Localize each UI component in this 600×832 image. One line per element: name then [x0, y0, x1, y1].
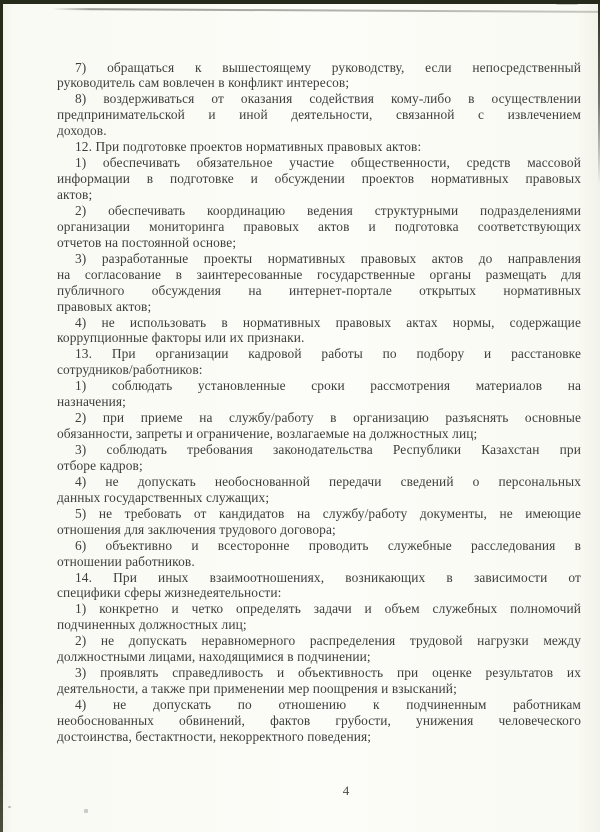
text-line: 4) не использовать в нормативных правовых актах нормы, содержащие [75, 314, 581, 330]
scan-edge-top [0, 0, 600, 4]
text-line: данных государственных служащих; [57, 489, 270, 505]
text-line: 5) не требовать от кандидатов на службу/работу документы, не имеющие [75, 505, 581, 521]
text-line: обязанности, запреты и ограничение, возлагаемые на должностных лиц; [57, 426, 478, 442]
text-line: 14. При иных взаимоотношениях, возникающих в зависимости от [75, 569, 581, 585]
document-body-text [57, 60, 581, 745]
text-line: 7) обращаться к вышестоящему руководству, если непосредственный [75, 59, 581, 75]
text-line: коррупционные факторы или их признаки. [57, 330, 305, 346]
text-line: должностными лицами, находящимися в подчинении; [57, 649, 371, 665]
scan-speck [84, 809, 88, 813]
text-line: 4) не допускать необоснованной передачи сведений о персональных [75, 473, 581, 489]
text-line: 1) конкретно и четко определять задачи и объем служебных полномочий [75, 601, 581, 617]
scan-edge-left [0, 0, 3, 832]
text-line: доходов. [57, 123, 107, 139]
text-line: публичного обсуждения на интернет-портале открытых нормативных [57, 282, 581, 298]
text-line: предпринимательской и иной деятельности, связанной с извлечением [57, 107, 581, 123]
text-line: специфики сферы жизнедеятельности: [57, 585, 282, 601]
text-line: 6) объективно и всесторонне проводить служебные расследования в [75, 537, 581, 553]
text-line: актов; [57, 187, 93, 202]
text-line: 1) соблюдать установленные сроки рассмотрения материалов на [75, 378, 581, 394]
text-line: 1) обеспечивать обязательное участие общественности, средств массовой [75, 155, 581, 171]
text-line: руководитель сам вовлечен в конфликт интересов; [57, 75, 350, 91]
text-line: 4) не допускать по отношению к подчиненным работникам [75, 697, 581, 712]
text-line: 13. При организации кадровой работы по подбору и расстановке [75, 346, 581, 362]
text-line: правовых актов; [57, 298, 152, 314]
scan-fold-shadow [52, 8, 600, 13]
text-line: необоснованных обвинений, фактов грубости, унижения человеческого [57, 712, 581, 728]
text-line: 8) воздерживаться от оказания содействия кому-либо в осуществлении [75, 91, 581, 107]
text-line: достоинства, бестактности, некорректного поведения; [57, 728, 372, 744]
text-line: отборе кадров; [57, 457, 143, 473]
text-line: деятельности, а также при применении мер поощрения и взысканий; [57, 681, 457, 697]
text-line: отношения для заключения трудового договора; [57, 521, 336, 537]
page-number: 4 [342, 783, 350, 798]
text-line: на согласование в заинтересованные государственные органы размещать для [57, 266, 581, 282]
text-line: отношении работников. [57, 553, 195, 569]
text-line: 3) соблюдать требования законодательства Республики Казахстан при [75, 442, 581, 457]
text-line: подчиненных должностных лиц; [57, 617, 247, 633]
text-line: 3) проявлять справедливость и объективность при оценке результатов их [75, 665, 581, 681]
text-line: организации мониторинга правовых актов и подготовка соответствующих [57, 218, 581, 234]
text-line: 12. При подготовке проектов нормативных правовых актов: [75, 139, 422, 155]
text-line: сотрудников/работников: [57, 362, 203, 378]
text-line: 2) обеспечивать координацию ведения структурными подразделениями [75, 202, 581, 218]
text-line: информации в подготовке и обсуждении проектов нормативных правовых [57, 171, 581, 187]
text-line: назначения; [57, 394, 126, 410]
scan-speck [8, 806, 11, 808]
text-line: отчетов на постоянной основе; [57, 234, 237, 250]
text-line: 2) не допускать неравномерного распределения трудовой нагрузки между [75, 633, 581, 649]
text-line: 3) разработанные проекты нормативных правовых актов до направления [75, 250, 581, 266]
text-line: 2) при приеме на службу/работу в организацию разъяснять основные [75, 410, 581, 426]
